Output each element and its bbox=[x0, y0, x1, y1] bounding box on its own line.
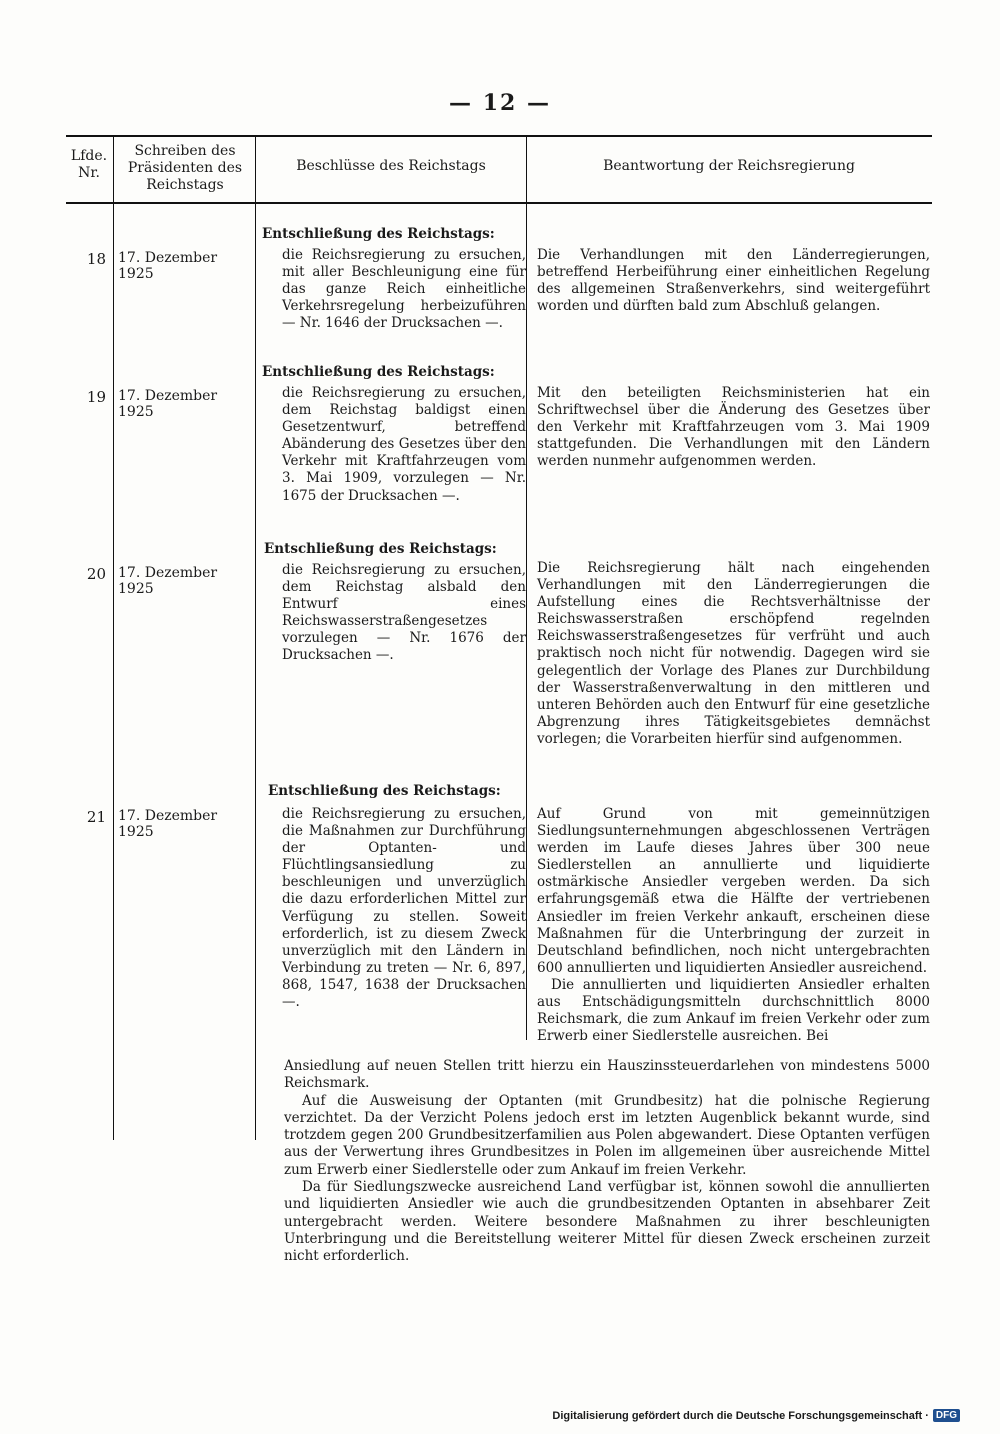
row-18-answer: Die Verhandlungen mit den Länderregierungen, betreffend Herbeiführung einer einheitlichen Regelung des allgemeinen Straßenverkehrs, sind weitergeführt worden und dürften bald zum Abschluß gelangen. bbox=[537, 247, 930, 315]
row-20-answer: Die Reichsregierung hält nach eingehenden Verhandlungen mit den Länderregierungen die Aufstellung eines die Rechtsverhältnisse der Reichswasserstraßen erschöpfend regelnden Reichswasserstraßengesetzes für verfrüht und auch praktisch noch nicht für notwendig. Dagegen wird sie gelegentlich der Vorlage des Planes zur Durchbildung der Wasserstraßenverwaltung in den mittleren und unteren Behörden auch den Entwurf für eine gesetzliche Abgrenzung ihres Tätigkeitsgebietes demnächst vorlegen; die Vorarbeiten hierfür sind aufgenommen. bbox=[537, 560, 930, 747]
row-21-number: 21 bbox=[86, 808, 106, 826]
row-19-resolution: die Reichsregierung zu ersuchen, dem Reichstag baldigst einen Gesetzentwurf, betreffend Abänderung des Gesetzes über den Verkehr mit Kraftfahrzeugen vom 3. Mai 1909, vorzulegen — Nr. 1675 der Drucksachen —. bbox=[282, 385, 526, 504]
dfg-logo-icon: DFG bbox=[933, 1409, 960, 1422]
row-18-heading: Entschließung des Reichstags: bbox=[262, 226, 495, 242]
row-19-date: 17. Dezember 1925 bbox=[118, 388, 218, 420]
row-21-resolution: die Reichsregierung zu ersuchen, die Maßnahmen zur Durchführung der Optanten- und Flüchtlingsansiedlung zu beschleunigen und unverzüglich die dazu erforderlichen Mittel zur Verfügung zu stellen. Soweit erforderlich, ist zu diesem Zweck unverzüglich mit den Ländern in Verbindung zu treten — Nr. 6, 897, 868, 1547, 1638 der Drucksachen —. bbox=[282, 806, 526, 1011]
table-header-rule bbox=[66, 202, 932, 204]
row-18-date: 17. Dezember 1925 bbox=[118, 250, 218, 282]
row-20-number: 20 bbox=[86, 565, 106, 583]
row-20-date: 17. Dezember 1925 bbox=[118, 565, 218, 597]
row-21-answer-cont-line: Ansiedlung auf neuen Stellen tritt hierzu ein Hauszinssteuerdarlehen von mindestens 5000 Reichsmark. bbox=[284, 1058, 930, 1092]
row-18-number: 18 bbox=[86, 250, 106, 268]
column-divider-2 bbox=[255, 135, 256, 1140]
footer-credit bbox=[552, 1409, 960, 1422]
header-beantwortung: Beantwortung der Reichsregierung bbox=[603, 158, 855, 174]
row-21-answer-paragraph-4: Da für Siedlungszwecke ausreichend Land verfügbar ist, können sowohl die annullierten und liquidierten Ansiedler wie auch die grundbesitzenden Optanten in absehbarer Zeit untergebracht werden. Weitere besondere Maßnahmen zu ihrer beschleunigten Unterbringung und die Bereitstellung weiterer Mittel für diesen Zweck erscheinen zurzeit nicht erforderlich. bbox=[284, 1179, 930, 1265]
column-divider-1 bbox=[113, 135, 114, 1140]
footer-credit-text: Digitalisierung gefördert durch die Deutsche Forschungsgemeinschaft · bbox=[552, 1409, 929, 1422]
row-19-number: 19 bbox=[86, 388, 106, 406]
table-top-rule bbox=[66, 135, 932, 137]
row-20-heading: Entschließung des Reichstags: bbox=[264, 541, 497, 557]
row-21-answer-paragraph-1: Auf Grund von mit gemeinnützigen Siedlungsunternehmungen abgeschlossenen Verträgen werden im Laufe dieses Jahres über 300 neue Siedlerstellen an annullierte und liquidierte ostmärkische Ansiedler vergeben werden. Da sich erfahrungsgemäß etwa die Hälfte der vertriebenen Ansiedler im freien Verkehr ankauft, erscheinen diese Maßnahmen für die Unterbringung der zurzeit in Deutschland befindlichen, noch nicht untergebrachten 600 annullierten und liquidierten Ansiedler ausreichend. bbox=[537, 806, 930, 976]
row-21-answer bbox=[537, 806, 930, 1045]
row-21-date: 17. Dezember 1925 bbox=[118, 808, 218, 840]
header-schreiben: Schreiben des Präsidenten des Reichstags bbox=[127, 143, 243, 193]
row-19-answer: Mit den beteiligten Reichsministerien hat ein Schriftwechsel über die Änderung des Gesetzes über den Verkehr mit Kraftfahrzeugen vom 3. Mai 1909 stattgefunden. Die Verhandlungen mit den Ländern werden nunmehr aufgenommen werden. bbox=[537, 385, 930, 470]
row-18-resolution: die Reichsregierung zu ersuchen, mit aller Beschleunigung eine für das ganze Reich einheitliche Verkehrsregelung herbeizuführen — Nr. 1646 der Drucksachen —. bbox=[282, 247, 526, 332]
header-lfde-nr: Lfde. Nr. bbox=[70, 148, 108, 181]
page-number: — 12 — bbox=[449, 90, 551, 116]
row-21-answer-continuation bbox=[284, 1058, 930, 1266]
column-divider-3 bbox=[526, 135, 527, 1040]
row-19-heading: Entschließung des Reichstags: bbox=[262, 364, 495, 380]
header-beschluesse: Beschlüsse des Reichstags bbox=[296, 158, 486, 174]
row-21-answer-paragraph-2: Die annullierten und liquidierten Ansiedler erhalten aus Entschädigungsmitteln durchschnittlich 8000 Reichsmark, die zum Ankauf im freien Verkehr oder zum Erwerb einer Siedlerstelle ausreichen. Bei bbox=[537, 976, 930, 1045]
row-21-heading: Entschließung des Reichstags: bbox=[268, 783, 501, 799]
row-20-resolution: die Reichsregierung zu ersuchen, dem Reichstag alsbald den Entwurf eines Reichswasserstraßengesetzes vorzulegen — Nr. 1676 der Drucksachen —. bbox=[282, 562, 526, 664]
row-21-answer-paragraph-3: Auf die Ausweisung der Optanten (mit Grundbesitz) hat die polnische Regierung verzichtet. Da der Verzicht Polens jedoch erst im letzten Augenblick bekannt wurde, sind trotzdem gegen 200 Grundbesitzerfamilien aus Polen abgewandert. Diese Optanten verfügen aus der Verwertung ihres Grundbesitzes in Polen im allgemeinen über ausreichende Mittel zum Erwerb einer Siedlerstelle oder zum Ankauf im freien Verkehr. bbox=[284, 1092, 930, 1178]
